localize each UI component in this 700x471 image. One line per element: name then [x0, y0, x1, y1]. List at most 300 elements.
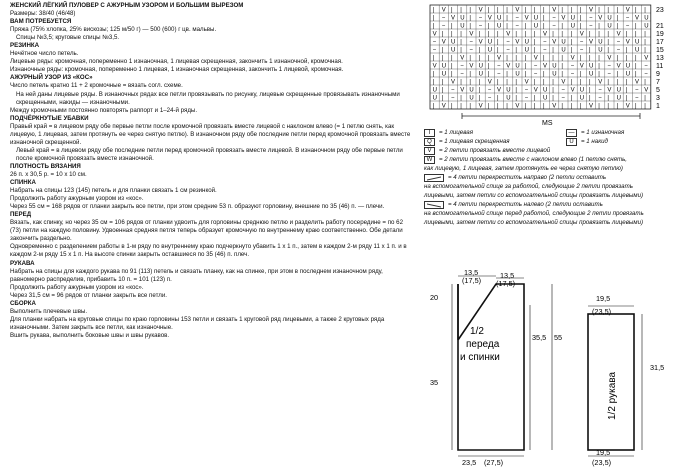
stitch-symbol: |: [589, 79, 591, 86]
row-number: 9: [656, 71, 660, 78]
stitch-symbol: |: [460, 79, 462, 86]
stitch-symbol: V: [460, 87, 465, 94]
stitch-symbol: V: [552, 7, 557, 14]
stitch-symbol: −: [561, 95, 565, 102]
stitch-symbol: −: [552, 23, 556, 30]
stitch-symbol: |: [506, 79, 508, 86]
decrease-left: Левый край = в лицевом ряду обе последние петли перед кромочной провязать вместе лицевой. В изнаночном ряду обе первые петли после кромочной провязать вместе изнаночной.: [16, 146, 403, 162]
stitch-symbol: U: [515, 71, 520, 78]
row-number: 3: [656, 95, 660, 102]
stitch-symbol: U: [635, 39, 640, 46]
stitch-symbol: U: [570, 23, 575, 30]
legend-knit: = 1 лицевая: [439, 128, 473, 136]
stitch-symbol: −: [451, 95, 455, 102]
stitch-symbol: |: [589, 31, 591, 38]
stitch-symbol: |: [561, 103, 563, 110]
needles-text: Спицы №3,5; круговые спицы №3,5.: [16, 34, 120, 42]
stitch-symbol: −: [515, 23, 519, 30]
stitch-symbol: |: [487, 71, 490, 78]
back-heading: СПИНКА: [10, 179, 36, 187]
pattern-text: [10, 2, 412, 340]
stitch-symbol: −: [625, 23, 630, 30]
stitch-symbol: |: [506, 7, 508, 14]
stitch-symbol: |: [497, 39, 499, 46]
stitch-symbol: U: [478, 71, 483, 78]
legend-cable-right-3: лицевыми, затем петли со вспомогательной спицы провязать лицевыми): [424, 191, 644, 199]
stitch-symbol: |: [441, 55, 444, 62]
stitch-symbol: −: [589, 23, 593, 30]
stitch-symbol: |: [487, 55, 490, 62]
body-right-inner: 35,5: [532, 333, 547, 342]
stitch-symbol: |: [598, 71, 600, 78]
stitch-symbol: |: [533, 95, 536, 102]
stitch-symbol: |: [469, 23, 471, 30]
stitch-symbol: U: [644, 15, 649, 22]
stitch-symbol: |: [635, 31, 637, 38]
stitch-symbol: −: [441, 15, 446, 22]
stitch-symbol: V: [570, 87, 575, 94]
legend-row: [424, 191, 699, 200]
stitch-symbol: −: [451, 87, 455, 94]
stitch-symbol: |: [616, 23, 619, 30]
row-number: 19: [656, 31, 664, 38]
stitch-symbol: |: [561, 71, 563, 78]
stitch-symbol: V: [533, 55, 538, 62]
stitch-symbol: U: [497, 23, 502, 30]
chart-legend: [424, 128, 699, 227]
sleeve-text-2: Продолжить работу ажурным узором из «кос».: [10, 283, 144, 291]
stitch-symbol: |: [635, 23, 637, 30]
stitch-symbol: |: [561, 7, 563, 14]
decrease-right: Правый край = в лицевом ряду обе первые петли после кромочной провязать вместе лицевой с наклоном влево (= 1 петлю снять, как лицевую, 1 лицевая, затем протянуть ее через снятую петлю). В изнаночном ряду обе последние петли перед кромочной провязать вместе изнаночной скрещенной.: [10, 122, 411, 146]
stitch-symbol: |: [552, 47, 554, 54]
stitch-symbol: |: [524, 55, 527, 62]
stitch-symbol: −: [607, 63, 611, 70]
stitch-symbol: |: [625, 55, 628, 62]
assembly-text-3: Вшить рукава, выполнить боковые швы и швы рукавов.: [10, 331, 170, 339]
decrease-heading: ПОДЧЁРКНУТЫЕ УБАВКИ: [10, 114, 89, 122]
shoulder: 13,5: [500, 271, 515, 280]
stitch-symbol: U: [561, 39, 566, 46]
stitch-symbol: |: [543, 55, 545, 62]
stitch-symbol: V: [487, 15, 492, 22]
stitch-symbol: |: [552, 31, 554, 38]
stitch-symbol: V: [441, 39, 446, 46]
stitch-symbol: U: [451, 47, 456, 54]
ssk-symbol-icon: W: [424, 156, 435, 164]
stitch-symbol: V: [524, 15, 529, 22]
stitch-symbol: −: [460, 63, 464, 70]
stitch-symbol: |: [478, 47, 481, 54]
stitch-symbol: U: [589, 71, 594, 78]
stitch-symbol: V: [506, 31, 511, 38]
stitch-symbol: −: [460, 71, 464, 78]
stitch-symbol: |: [561, 63, 563, 70]
sleeve-text-3: Через 31,5 см = 96 рядов от планки закрыть все петли.: [10, 291, 167, 299]
stitch-symbol: |: [543, 23, 545, 30]
stitch-symbol: V: [561, 79, 566, 86]
stitch-symbol: U: [432, 95, 437, 102]
stitch-symbol: |: [451, 7, 453, 14]
stitch-symbol: |: [515, 79, 517, 86]
stitch-symbol: −: [616, 47, 621, 54]
stitch-symbol: |: [543, 7, 545, 14]
body-width: 23,5: [462, 458, 477, 467]
stitch-symbol: |: [469, 55, 471, 62]
stitch-symbol: −: [644, 71, 648, 78]
stitch-symbol: U: [506, 87, 511, 94]
stitch-symbol: V: [598, 15, 603, 22]
stitch-symbol: |: [506, 71, 508, 78]
row-number: 17: [656, 39, 664, 46]
stitch-symbol: |: [625, 31, 628, 38]
gauge-heading: ПЛОТНОСТЬ ВЯЗАНИЯ: [10, 162, 81, 170]
stitch-symbol: |: [589, 95, 591, 102]
stitch-symbol: −: [543, 39, 547, 46]
stitch-symbol: |: [607, 95, 609, 102]
sleeve-label: 1/2 рукава: [607, 371, 618, 420]
stitch-symbol: |: [432, 7, 435, 14]
stitch-symbol: |: [487, 103, 490, 110]
stitch-symbol: |: [543, 103, 545, 110]
stitch-symbol: |: [589, 47, 591, 54]
stitch-symbol: V: [635, 79, 640, 86]
stitch-symbol: |: [460, 95, 462, 102]
body-height: 35: [430, 378, 439, 387]
body-label-1: 1/2: [470, 326, 484, 337]
stitch-symbol: |: [515, 95, 517, 102]
stitch-symbol: |: [515, 87, 517, 94]
stitch-symbol: |: [570, 7, 573, 14]
row-number: 21: [656, 23, 664, 30]
stitch-symbol: |: [506, 103, 508, 110]
stitch-symbol: V: [515, 39, 520, 46]
stitch-symbol: |: [460, 47, 462, 54]
legend-ssk-2: как лицевую, 1 лицевая, затем протянуть ее через снятую петлю): [424, 164, 623, 172]
stitch-symbol: −: [515, 15, 519, 22]
stitch-symbol: V: [432, 31, 437, 38]
stitch-symbol: |: [543, 71, 545, 78]
stitch-symbol: −: [478, 23, 483, 30]
stitch-symbol: U: [552, 63, 557, 70]
stitch-symbol: |: [451, 31, 453, 38]
cable-right-icon: [424, 174, 444, 182]
legend-cable-left-1: = 4 петли перекрестить налево (2 петли оставить: [448, 200, 603, 208]
stitch-symbol: |: [432, 79, 435, 86]
stitch-symbol: −: [625, 15, 630, 22]
garment-schematics: [424, 270, 694, 469]
stitch-symbol: |: [579, 23, 582, 30]
stitch-symbol: U: [441, 71, 447, 78]
stitch-symbol: |: [616, 71, 619, 78]
stitch-symbol: −: [524, 95, 529, 102]
assembly-heading: СБОРКА: [10, 299, 36, 307]
stitch-symbol: |: [579, 71, 582, 78]
stitch-symbol: −: [487, 87, 492, 94]
stitch-symbol: |: [598, 31, 600, 38]
stitch-symbol: U: [497, 15, 502, 22]
stitch-symbol: |: [487, 23, 490, 30]
legend-yarn-over: = 1 накид: [581, 137, 608, 145]
stitch-symbol: |: [469, 71, 471, 78]
legend-row: [424, 182, 699, 191]
stitch-symbol: |: [561, 31, 563, 38]
stitch-symbol: U: [598, 47, 603, 54]
legend-cable-right-1: = 4 петли перекрестить направо (2 петли оставить: [448, 173, 607, 181]
stitch-symbol: |: [579, 7, 582, 14]
stitch-symbol: |: [598, 23, 600, 30]
stitch-symbol: |: [579, 15, 582, 22]
rib-heading: РЕЗИНКА: [10, 42, 40, 50]
stitch-symbol: |: [607, 7, 609, 14]
purl-symbol-icon: —: [566, 129, 577, 137]
stitch-symbol: |: [460, 39, 462, 46]
stitch-symbol: |: [625, 87, 628, 94]
stitch-symbol: V: [625, 39, 630, 46]
legend-row: [424, 128, 699, 137]
stitch-symbol: U: [589, 63, 594, 70]
stitch-chart: [424, 2, 694, 126]
sleeve-height: 31,5: [650, 363, 665, 372]
stitch-symbol: V: [579, 63, 584, 70]
stitch-symbol: V: [524, 79, 529, 86]
stitch-symbol: V: [607, 55, 612, 62]
stitch-symbol: |: [616, 7, 619, 14]
stitch-symbol: V: [515, 7, 520, 14]
row-number: 11: [656, 63, 664, 70]
stitch-symbol: |: [524, 7, 527, 14]
stitch-symbol: |: [589, 55, 591, 62]
stitch-symbol: |: [598, 55, 600, 62]
stitch-symbol: |: [552, 79, 554, 86]
stitch-symbol: −: [561, 87, 565, 94]
stitch-symbol: V: [552, 39, 557, 46]
stitch-symbol: U: [625, 63, 631, 70]
stitch-symbol: V: [441, 7, 446, 14]
yarn-over-symbol-icon: U: [566, 138, 577, 146]
twisted-knit-symbol-icon: Q: [424, 138, 435, 146]
stitch-symbol: |: [635, 55, 637, 62]
stitch-symbol: |: [552, 55, 554, 62]
body-right-outer: 55: [554, 333, 563, 342]
neck-width: 13,5: [464, 270, 479, 277]
front-text-1: Вязать, как спинку, но через 35 см = 106 рядов от планки удвоить для горловины среднюю петлю и разделить работу посередине = по 62 (73) петли на каждую половину. Удвоенная средняя петля теперь образует кромочную по внутреннему краю соответственно. Обе детали закончить раздельно.: [10, 219, 403, 243]
body-width-alt: (27,5): [484, 458, 504, 467]
legend-row: [424, 155, 699, 164]
stitch-symbol: |: [441, 47, 444, 54]
stitch-symbol: −: [598, 87, 602, 94]
lace-rows: На ней даны лицевые ряды. В изнаночных рядах все петли провязывать по рисунку, лицевые скрещенные провязывать изнаночными скрещенными, накиды — изнаночными.: [16, 90, 400, 106]
stitch-symbol: |: [598, 63, 600, 70]
stitch-symbol: |: [607, 39, 609, 46]
stitch-symbol: V: [589, 7, 594, 14]
stitch-symbol: |: [524, 71, 527, 78]
back-text-1: Набрать на спицы 123 (145) петель и для планки связать 1 см резинкой.: [10, 187, 217, 195]
stitch-symbol: |: [487, 63, 490, 70]
stitch-symbol: −: [524, 87, 529, 94]
stitch-symbol: |: [625, 95, 628, 102]
neck-width-alt: (17,5): [462, 276, 482, 285]
stitch-symbol: −: [432, 47, 437, 54]
stitch-symbol: |: [506, 23, 508, 30]
stitch-symbol: |: [570, 103, 573, 110]
legend-cable-right-2: на вспомогательной спице за работой, следующие 2 петли провязать: [424, 182, 633, 190]
body-label-3: и спинки: [460, 352, 500, 363]
stitch-symbol: |: [460, 103, 462, 110]
stitch-symbol: −: [487, 95, 492, 102]
stitch-symbol: |: [506, 55, 508, 62]
stitch-symbol: |: [635, 71, 637, 78]
front-heading: ПЕРЕД: [10, 211, 32, 219]
stitch-symbol: |: [460, 31, 462, 38]
stitch-symbol: |: [497, 79, 499, 86]
stitch-symbol: |: [497, 95, 499, 102]
legend-ssk-1: = 2 петли провязать вместе с наклоном влево (1 петлю снять,: [439, 155, 628, 163]
legend-row: [424, 137, 699, 146]
stitch-symbol: −: [469, 39, 473, 46]
stitch-symbol: |: [543, 79, 545, 86]
stitch-symbol: |: [469, 15, 471, 22]
stitch-symbol: |: [635, 103, 637, 110]
sleeve-top-alt: (23,5): [592, 307, 612, 316]
stitch-symbol: −: [533, 63, 538, 70]
stitch-symbol: |: [487, 7, 490, 14]
stitch-symbol: V: [561, 15, 566, 22]
stitch-symbol: |: [515, 55, 517, 62]
stitch-symbol: |: [515, 47, 517, 54]
stitch-symbol: U: [487, 47, 493, 54]
lace-heading: АЖУРНЫЙ УЗОР ИЗ «КОС»: [10, 74, 93, 82]
stitch-symbol: |: [441, 31, 444, 38]
stitch-symbol: U: [616, 95, 621, 102]
stitch-symbol: −: [469, 47, 473, 54]
stitch-symbol: |: [451, 23, 453, 30]
assembly-text-1: Выполнить плечевые швы.: [10, 307, 88, 315]
sleeve-heading: РУКАВА: [10, 259, 35, 267]
stitch-symbol: |: [451, 103, 453, 110]
stitch-symbol: U: [543, 95, 548, 102]
sleeve-text-1: Набрать на спицы для каждого рукава по 91 (113) петель и связать планку, как на спинке, при этом в последнем изнаночном ряду, равномерно распределив, прибавить 10 п. = 101 (123) п.: [10, 267, 383, 283]
stitch-symbol: −: [552, 15, 556, 22]
stitch-symbol: |: [469, 7, 471, 14]
stitch-symbol: |: [644, 47, 646, 54]
stitch-symbol: |: [625, 47, 628, 54]
stitch-symbol: U: [515, 63, 520, 70]
chart-grid: [430, 5, 651, 109]
stitch-symbol: |: [497, 31, 499, 38]
body-outline: [458, 284, 524, 450]
stitch-symbol: |: [533, 7, 536, 14]
stitch-symbol: |: [524, 23, 527, 30]
stitch-symbol: U: [598, 39, 603, 46]
stitch-symbol: |: [625, 79, 628, 86]
stitch-symbol: |: [451, 63, 453, 70]
stitch-symbol: V: [451, 15, 456, 22]
rib-right-rows: Лицевые ряды: кромочная, попеременно 1 изнаночная, 1 лицевая скрещенная, закончить 1 изнаночной, кромочная.: [10, 58, 343, 66]
stitch-symbol: V: [589, 103, 594, 110]
cable-left-icon: [424, 201, 444, 209]
stitch-symbol: U: [506, 95, 511, 102]
stitch-symbol: V: [644, 87, 649, 94]
stitch-symbol: −: [497, 63, 501, 70]
stitch-symbol: V: [589, 39, 594, 46]
stitch-symbol: |: [524, 103, 527, 110]
stitch-symbol: |: [570, 47, 573, 54]
stitch-symbol: |: [616, 55, 619, 62]
stitch-symbol: U: [543, 87, 548, 94]
stitch-symbol: |: [432, 71, 435, 78]
stitch-symbol: |: [497, 47, 499, 54]
knit-symbol-icon: I: [424, 129, 435, 137]
stitch-symbol: |: [589, 87, 591, 94]
stitch-symbol: V: [460, 55, 465, 62]
row-number: 1: [656, 103, 660, 110]
stitch-symbol: V: [533, 87, 538, 94]
stitch-symbol: |: [579, 103, 582, 110]
stitch-symbol: |: [616, 15, 619, 22]
back-text-3: Через 55 см = 168 рядов от планки закрыть все петли, при этом средние 53 п. образуют горловину, внешние по 35 (46) п. — плечи.: [10, 203, 385, 211]
stitch-symbol: |: [469, 103, 471, 110]
stitch-symbol: |: [478, 95, 481, 102]
yarn-text: Пряжа (75% хлопка, 25% вискозы; 125 м/50 г) — 500 (600) г цв. мальвы.: [10, 26, 217, 34]
stitch-symbol: V: [543, 63, 548, 70]
sizes: Размеры: 38/40 (46/48): [10, 10, 76, 18]
stitch-symbol: U: [432, 87, 437, 94]
stitch-symbol: −: [478, 15, 483, 22]
stitch-symbol: V: [478, 7, 483, 14]
lace-repeat: Между кромочными постоянно повторять раппорт и 1–24-й ряды.: [10, 106, 198, 114]
lace-count: Число петель кратно 11 + 2 кромочные = вязать согл. схеме.: [10, 82, 183, 90]
stitch-symbol: U: [469, 87, 474, 94]
legend-row: [424, 209, 699, 218]
stitch-symbol: V: [552, 103, 557, 110]
stitch-symbol: U: [644, 23, 649, 30]
stitch-symbol: U: [561, 47, 566, 54]
stitch-symbol: |: [598, 7, 600, 14]
stitch-symbol: U: [460, 23, 465, 30]
stitch-symbol: |: [607, 31, 609, 38]
stitch-symbol: |: [533, 47, 536, 54]
stitch-symbol: V: [644, 55, 649, 62]
rib-count: Нечётное число петель.: [10, 50, 79, 58]
stitch-symbol: |: [644, 39, 646, 46]
assembly-text-2: Для планки набрать на круговые спицы по краю горловины 153 петли и связать 1 круговой ряд лицевыми, а также 2 круговых ряда изнаночными. Затем закрыть все петли, как изнаночные.: [10, 315, 385, 331]
body-label-2: переда: [466, 339, 500, 350]
stitch-symbol: |: [570, 95, 573, 102]
stitch-symbol: V: [598, 79, 603, 86]
stitch-symbol: V: [441, 103, 446, 110]
stitch-symbol: |: [469, 79, 471, 86]
front-text-2: Одновременно с разделением работы в 1-м ряду по внутреннему краю подчеркнуто убавить 1 х 1 п., затем в каждом 2-м ряду 11 х 1 п. и в каждом 2-м ряду 15 х 1 п. На высоте спинки закрыть оставшиеся по 35 (46) п. плеч.: [10, 243, 407, 259]
stitch-symbol: |: [607, 103, 609, 110]
stitch-symbol: V: [515, 103, 520, 110]
chart-row-numbers: [656, 7, 664, 110]
stitch-symbol: |: [533, 79, 536, 86]
legend-purl: = 1 изнаночная: [581, 128, 625, 136]
stitch-symbol: |: [570, 39, 573, 46]
sleeve-bottom: 19,5: [596, 448, 611, 457]
stitch-symbol: |: [533, 31, 536, 38]
stitch-symbol: |: [644, 7, 646, 14]
stitch-symbol: |: [432, 23, 435, 30]
stitch-symbol: −: [506, 39, 510, 46]
stitch-symbol: |: [579, 55, 582, 62]
stitch-symbol: U: [441, 63, 447, 70]
stitch-symbol: |: [478, 55, 481, 62]
stitch-symbol: −: [441, 23, 446, 30]
stitch-symbol: U: [552, 71, 557, 78]
stitch-symbol: −: [589, 15, 593, 22]
